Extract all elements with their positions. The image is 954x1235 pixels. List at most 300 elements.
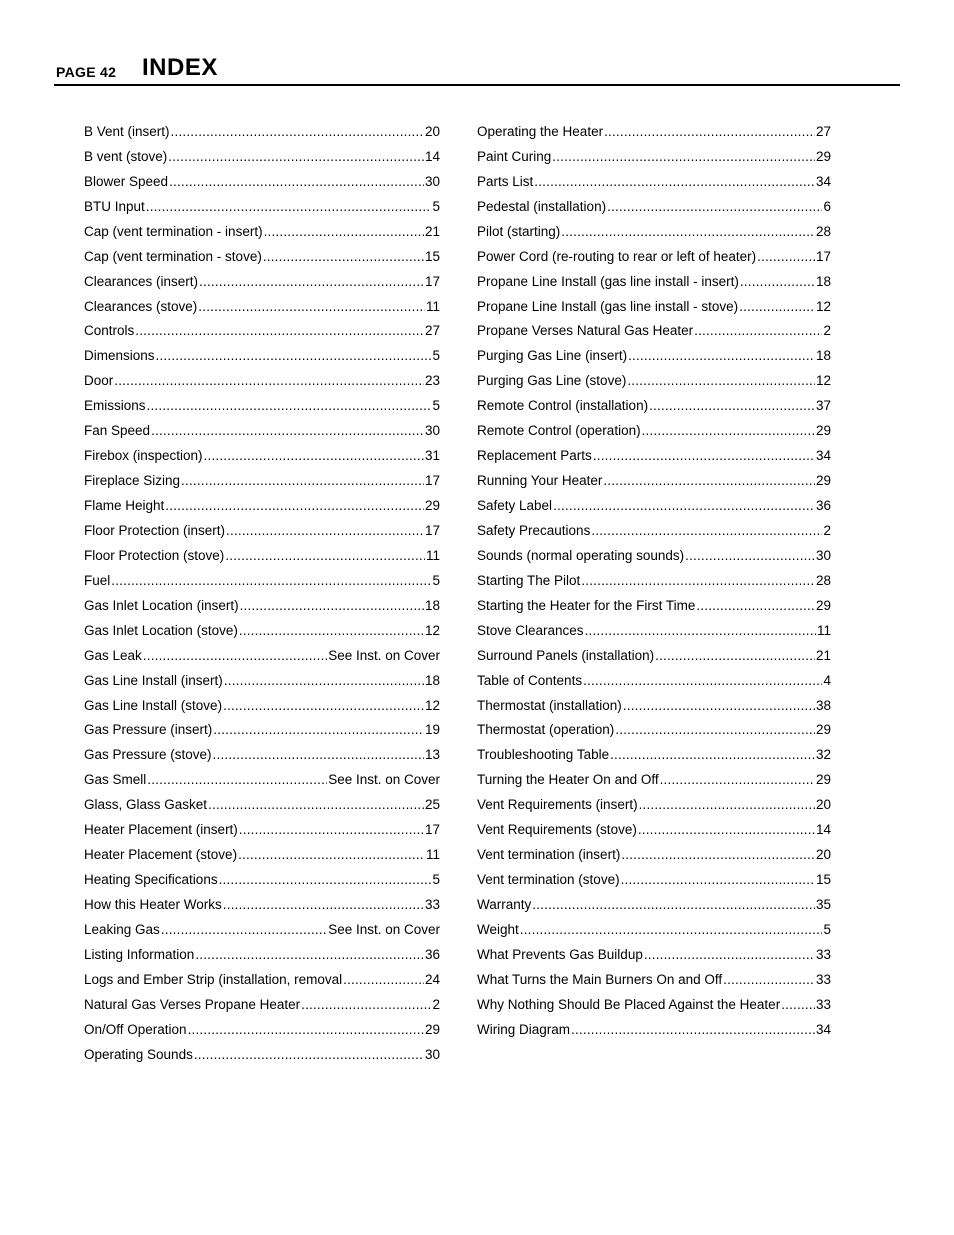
index-term: Vent termination (insert): [477, 847, 621, 863]
dot-leader: [607, 198, 822, 215]
index-entry: [477, 842, 831, 867]
index-page-number: 2: [823, 522, 831, 538]
dot-leader: [696, 597, 815, 614]
index-page-number: 28: [815, 223, 831, 239]
index-term: Purging Gas Line (insert): [477, 348, 628, 364]
index-page-number: 30: [815, 547, 831, 563]
index-term: Clearances (insert): [84, 273, 199, 289]
index-term: Gas Pressure (stove): [84, 747, 212, 763]
index-page-number: 30: [424, 423, 440, 439]
index-term: Warranty: [477, 897, 532, 913]
dot-leader: [204, 447, 424, 464]
index-term: Gas Smell: [84, 772, 147, 788]
dot-leader: [585, 622, 816, 639]
dot-leader: [740, 273, 815, 290]
dot-leader: [655, 647, 815, 664]
index-term: Gas Pressure (insert): [84, 722, 213, 738]
index-page-number: 28: [815, 572, 831, 588]
index-page-number: 13: [424, 747, 440, 763]
page-header: [54, 54, 900, 86]
index-entry: [84, 294, 440, 319]
index-term: Stove Clearances: [477, 622, 584, 638]
index-term: Sounds (normal operating sounds): [477, 547, 685, 563]
page-number-label: PAGE 42: [56, 64, 117, 80]
index-page-number: 14: [815, 822, 831, 838]
index-entry: [477, 967, 831, 992]
index-page-number: 27: [424, 323, 440, 339]
index-entry: [84, 194, 440, 219]
index-entry: [477, 942, 831, 967]
index-term: Thermostat (operation): [477, 722, 615, 738]
index-entry: [477, 693, 831, 718]
dot-leader: [593, 447, 815, 464]
index-entry: [477, 568, 831, 593]
index-term: Leaking Gas: [84, 921, 160, 937]
index-term: Clearances (stove): [84, 298, 198, 314]
index-entry: [84, 718, 440, 743]
index-entry: [84, 967, 440, 992]
dot-leader: [642, 422, 815, 439]
index-term: Surround Panels (installation): [477, 647, 655, 663]
index-term: Dimensions: [84, 348, 155, 364]
index-term: Operating Sounds: [84, 1046, 193, 1062]
dot-leader: [213, 721, 424, 738]
index-page-number: 5: [823, 921, 831, 937]
index-term: Safety Precautions: [477, 522, 591, 538]
index-entry: [84, 169, 440, 194]
index-entry: [477, 194, 831, 219]
index-entry: [84, 144, 440, 169]
dot-leader: [147, 397, 432, 414]
index-entry: [84, 393, 440, 418]
index-term: Vent Requirements (insert): [477, 797, 638, 813]
index-term: B Vent (insert): [84, 123, 170, 139]
index-page-number: See Inst. on Cover: [328, 921, 440, 937]
dot-leader: [239, 622, 424, 639]
index-page-number: 5: [432, 872, 440, 888]
index-page-number: 11: [425, 298, 440, 314]
index-entry: [84, 119, 440, 144]
dot-leader: [615, 721, 815, 738]
index-page-number: 15: [815, 872, 831, 888]
index-term: What Prevents Gas Buildup: [477, 946, 643, 962]
index-term: Gas Inlet Location (insert): [84, 597, 239, 613]
dot-leader: [213, 746, 424, 763]
dot-leader: [225, 547, 425, 564]
index-term: Propane Verses Natural Gas Heater: [477, 323, 694, 339]
dot-leader: [143, 647, 327, 664]
index-term: Remote Control (operation): [477, 423, 641, 439]
dot-leader: [604, 123, 815, 140]
index-entry: [477, 468, 831, 493]
index-entry: [84, 767, 440, 792]
dot-leader: [223, 697, 424, 714]
index-term: Vent termination (stove): [477, 872, 620, 888]
index-page-number: 4: [823, 672, 831, 688]
dot-leader: [649, 397, 815, 414]
index-entry: [84, 418, 440, 443]
index-page-number: 12: [815, 298, 831, 314]
index-page-number: 29: [815, 597, 831, 613]
index-entry: [477, 368, 831, 393]
index-entry: [84, 518, 440, 543]
index-page-number: 34: [815, 1021, 831, 1037]
index-page-number: 15: [424, 248, 440, 264]
index-term: Safety Label: [477, 498, 553, 514]
index-page-number: See Inst. on Cover: [328, 772, 440, 788]
dot-leader: [195, 946, 424, 963]
index-page-number: 5: [432, 398, 440, 414]
dot-leader: [240, 597, 424, 614]
dot-leader: [224, 672, 424, 689]
index-page-number: 24: [424, 971, 440, 987]
dot-leader: [581, 572, 815, 589]
index-page-number: 25: [424, 797, 440, 813]
dot-leader: [638, 821, 815, 838]
index-term: Weight: [477, 921, 519, 937]
index-entry: [84, 568, 440, 593]
index-page-number: 11: [425, 847, 440, 863]
index-entry: [477, 393, 831, 418]
index-term: Power Cord (re-routing to rear or left of heater): [477, 248, 757, 264]
dot-leader: [621, 846, 815, 863]
dot-leader: [627, 372, 815, 389]
dot-leader: [553, 497, 815, 514]
index-page-number: 17: [424, 822, 440, 838]
index-term: Starting The Pilot: [477, 572, 581, 588]
index-term: Cap (vent termination - insert): [84, 223, 263, 239]
index-term: How this Heater Works: [84, 897, 222, 913]
dot-leader: [161, 921, 327, 938]
index-entry: [84, 319, 440, 344]
index-page-number: 29: [815, 423, 831, 439]
index-page-number: 12: [815, 373, 831, 389]
dot-leader: [165, 497, 424, 514]
index-entry: [477, 1017, 831, 1042]
index-term: Firebox (inspection): [84, 448, 203, 464]
index-term: On/Off Operation: [84, 1021, 187, 1037]
dot-leader: [534, 173, 815, 190]
dot-leader: [171, 123, 424, 140]
index-page-number: 12: [424, 697, 440, 713]
index-term: Fireplace Sizing: [84, 473, 181, 489]
dot-leader: [263, 248, 424, 265]
dot-leader: [151, 422, 424, 439]
index-page-number: 17: [424, 522, 440, 538]
index-term: Glass, Glass Gasket: [84, 797, 208, 813]
index-page-number: 31: [424, 448, 440, 464]
index-page-number: 29: [424, 1021, 440, 1037]
index-term: Wiring Diagram: [477, 1021, 571, 1037]
index-entry: [477, 643, 831, 668]
index-term: Flame Height: [84, 498, 165, 514]
index-entry: [477, 718, 831, 743]
index-term: BTU Input: [84, 198, 145, 214]
index-page-number: 21: [815, 647, 831, 663]
index-page-number: 33: [815, 946, 831, 962]
index-term: Parts List: [477, 173, 534, 189]
index-entry: [477, 169, 831, 194]
index-entry: [477, 668, 831, 693]
index-entry: [477, 443, 831, 468]
index-term: Troubleshooting Table: [477, 747, 610, 763]
index-entry: [84, 643, 440, 668]
index-entry: [477, 742, 831, 767]
index-term: Purging Gas Line (stove): [477, 373, 627, 389]
index-entry: [84, 543, 440, 568]
dot-leader: [623, 697, 815, 714]
index-term: Gas Line Install (insert): [84, 672, 223, 688]
dot-leader: [198, 298, 425, 315]
index-page-number: 38: [815, 697, 831, 713]
index-term: Door: [84, 373, 114, 389]
index-term: Controls: [84, 323, 135, 339]
index-entry: [84, 343, 440, 368]
dot-leader: [135, 322, 424, 339]
index-term: Propane Line Install (gas line install - stove): [477, 298, 739, 314]
index-page-number: 21: [424, 223, 440, 239]
index-page-number: 30: [424, 1046, 440, 1062]
dot-leader: [146, 198, 432, 215]
index-entry: [477, 767, 831, 792]
index-entry: [84, 468, 440, 493]
index-page-number: 18: [424, 672, 440, 688]
dot-leader: [694, 322, 822, 339]
index-entry: [84, 842, 440, 867]
index-term: Table of Contents: [477, 672, 583, 688]
index-term: Gas Line Install (stove): [84, 697, 223, 713]
index-page-number: 18: [815, 348, 831, 364]
index-entry: [477, 418, 831, 443]
index-entry: [477, 518, 831, 543]
index-page-number: 18: [424, 597, 440, 613]
index-page-number: 19: [424, 722, 440, 738]
index-page-number: 5: [432, 198, 440, 214]
index-page-number: 14: [424, 148, 440, 164]
index-entry: [477, 343, 831, 368]
dot-leader: [208, 796, 424, 813]
index-term: Logs and Ember Strip (installation, removal: [84, 971, 343, 987]
index-page-number: 23: [424, 373, 440, 389]
index-term: Vent Requirements (stove): [477, 822, 637, 838]
index-term: Gas Leak: [84, 647, 142, 663]
dot-leader: [739, 298, 815, 315]
index-term: Cap (vent termination - stove): [84, 248, 262, 264]
index-page-number: 18: [815, 273, 831, 289]
dot-leader: [685, 547, 815, 564]
index-page-number: 33: [815, 971, 831, 987]
index-page-number: 2: [823, 323, 831, 339]
index-page-number: 30: [424, 173, 440, 189]
index-page-number: 17: [424, 473, 440, 489]
index-page-number: 11: [816, 622, 831, 638]
dot-leader: [226, 522, 424, 539]
index-entry: [84, 792, 440, 817]
dot-leader: [583, 672, 822, 689]
dot-leader: [571, 1021, 815, 1038]
dot-leader: [219, 871, 432, 888]
index-page-number: 29: [815, 473, 831, 489]
index-term: Fan Speed: [84, 423, 151, 439]
index-entry: [84, 219, 440, 244]
index-term: B vent (stove): [84, 148, 168, 164]
index-term: Blower Speed: [84, 173, 169, 189]
index-term: Propane Line Install (gas line install - insert): [477, 273, 739, 289]
index-term: Remote Control (installation): [477, 398, 649, 414]
index-entry: [477, 618, 831, 643]
dot-leader: [301, 996, 431, 1013]
index-entry: [477, 244, 831, 269]
index-entry: [84, 244, 440, 269]
index-term: Pedestal (installation): [477, 198, 607, 214]
index-entry: [84, 867, 440, 892]
dot-leader: [591, 522, 822, 539]
dot-leader: [603, 472, 815, 489]
index-page-number: 29: [815, 722, 831, 738]
index-entry: [477, 493, 831, 518]
index-page-number: 33: [815, 996, 831, 1012]
dot-leader: [781, 996, 815, 1013]
index-page-number: 29: [424, 498, 440, 514]
index-entry: [477, 319, 831, 344]
index-entry: [84, 817, 440, 842]
index-entry: [84, 693, 440, 718]
index-entry: [477, 294, 831, 319]
index-term: Running Your Heater: [477, 473, 603, 489]
index-term: Heating Specifications: [84, 872, 218, 888]
dot-leader: [156, 347, 432, 364]
index-entry: [84, 1042, 440, 1067]
dot-leader: [169, 173, 424, 190]
index-page-number: 27: [815, 123, 831, 139]
dot-leader: [238, 846, 425, 863]
index-page-number: See Inst. on Cover: [328, 647, 440, 663]
index-entry: [477, 269, 831, 294]
dot-leader: [188, 1021, 424, 1038]
dot-leader: [111, 572, 431, 589]
index-entry: [84, 443, 440, 468]
dot-leader: [223, 896, 424, 913]
index-page-number: 36: [424, 946, 440, 962]
index-term: Listing Information: [84, 946, 195, 962]
dot-leader: [552, 148, 815, 165]
index-term: Pilot (starting): [477, 223, 561, 239]
index-term: Heater Placement (stove): [84, 847, 238, 863]
index-term: Emissions: [84, 398, 146, 414]
index-entry: [477, 792, 831, 817]
index-term: Why Nothing Should Be Placed Against the Heater: [477, 996, 781, 1012]
dot-leader: [628, 347, 815, 364]
dot-leader: [199, 273, 424, 290]
index-page-number: 33: [424, 897, 440, 913]
index-entry: [84, 668, 440, 693]
index-page-number: 11: [425, 547, 440, 563]
index-entry: [477, 892, 831, 917]
index-term: Fuel: [84, 572, 111, 588]
index-term: Replacement Parts: [477, 448, 592, 464]
index-page-number: 29: [815, 148, 831, 164]
index-entry: [477, 817, 831, 842]
index-entry: [84, 593, 440, 618]
index-entry: [84, 892, 440, 917]
dot-leader: [644, 946, 815, 963]
index-entry: [84, 992, 440, 1017]
dot-leader: [114, 372, 424, 389]
index-entry: [84, 742, 440, 767]
dot-leader: [723, 971, 815, 988]
dot-leader: [610, 746, 815, 763]
index-entry: [477, 119, 831, 144]
index-entry: [477, 219, 831, 244]
dot-leader: [520, 921, 823, 938]
dot-leader: [264, 223, 424, 240]
index-page-number: 34: [815, 448, 831, 464]
dot-leader: [757, 248, 815, 265]
dot-leader: [194, 1046, 424, 1063]
index-entry: [84, 493, 440, 518]
index-entry: [84, 1017, 440, 1042]
index-term: Turning the Heater On and Off: [477, 772, 659, 788]
index-entry: [84, 368, 440, 393]
dot-leader: [181, 472, 424, 489]
index-page-number: 17: [815, 248, 831, 264]
index-term: Gas Inlet Location (stove): [84, 622, 238, 638]
dot-leader: [147, 771, 327, 788]
index-entry: [477, 867, 831, 892]
dot-leader: [168, 148, 424, 165]
dot-leader: [621, 871, 815, 888]
index-page-number: 5: [432, 348, 440, 364]
index-entry: [84, 917, 440, 942]
index-page-number: 36: [815, 498, 831, 514]
index-page-number: 20: [815, 797, 831, 813]
index-column-left: [84, 119, 440, 1067]
index-entry: [84, 269, 440, 294]
index-term: Heater Placement (insert): [84, 822, 238, 838]
index-term: Natural Gas Verses Propane Heater: [84, 996, 301, 1012]
index-page-number: 17: [424, 273, 440, 289]
index-page-number: 5: [432, 572, 440, 588]
dot-leader: [660, 771, 815, 788]
index-entry: [477, 992, 831, 1017]
index-entry: [84, 618, 440, 643]
index-page-number: 34: [815, 173, 831, 189]
dot-leader: [343, 971, 424, 988]
index-page-number: 32: [815, 747, 831, 763]
index-page-number: 29: [815, 772, 831, 788]
dot-leader: [239, 821, 424, 838]
index-page-number: 20: [424, 123, 440, 139]
page-title: INDEX: [142, 54, 218, 81]
index-term: Starting the Heater for the First Time: [477, 597, 696, 613]
index-entry: [477, 543, 831, 568]
index-column-right: [477, 119, 831, 1042]
dot-leader: [639, 796, 815, 813]
index-page-number: 35: [815, 897, 831, 913]
index-term: Operating the Heater: [477, 123, 604, 139]
index-entry: [477, 917, 831, 942]
index-page-number: 12: [424, 622, 440, 638]
index-page-number: 37: [815, 398, 831, 414]
index-page-number: 6: [823, 198, 831, 214]
dot-leader: [532, 896, 815, 913]
dot-leader: [561, 223, 815, 240]
index-term: Thermostat (installation): [477, 697, 622, 713]
index-term: Floor Protection (insert): [84, 522, 226, 538]
index-entry: [477, 144, 831, 169]
index-term: Floor Protection (stove): [84, 547, 225, 563]
index-entry: [477, 593, 831, 618]
